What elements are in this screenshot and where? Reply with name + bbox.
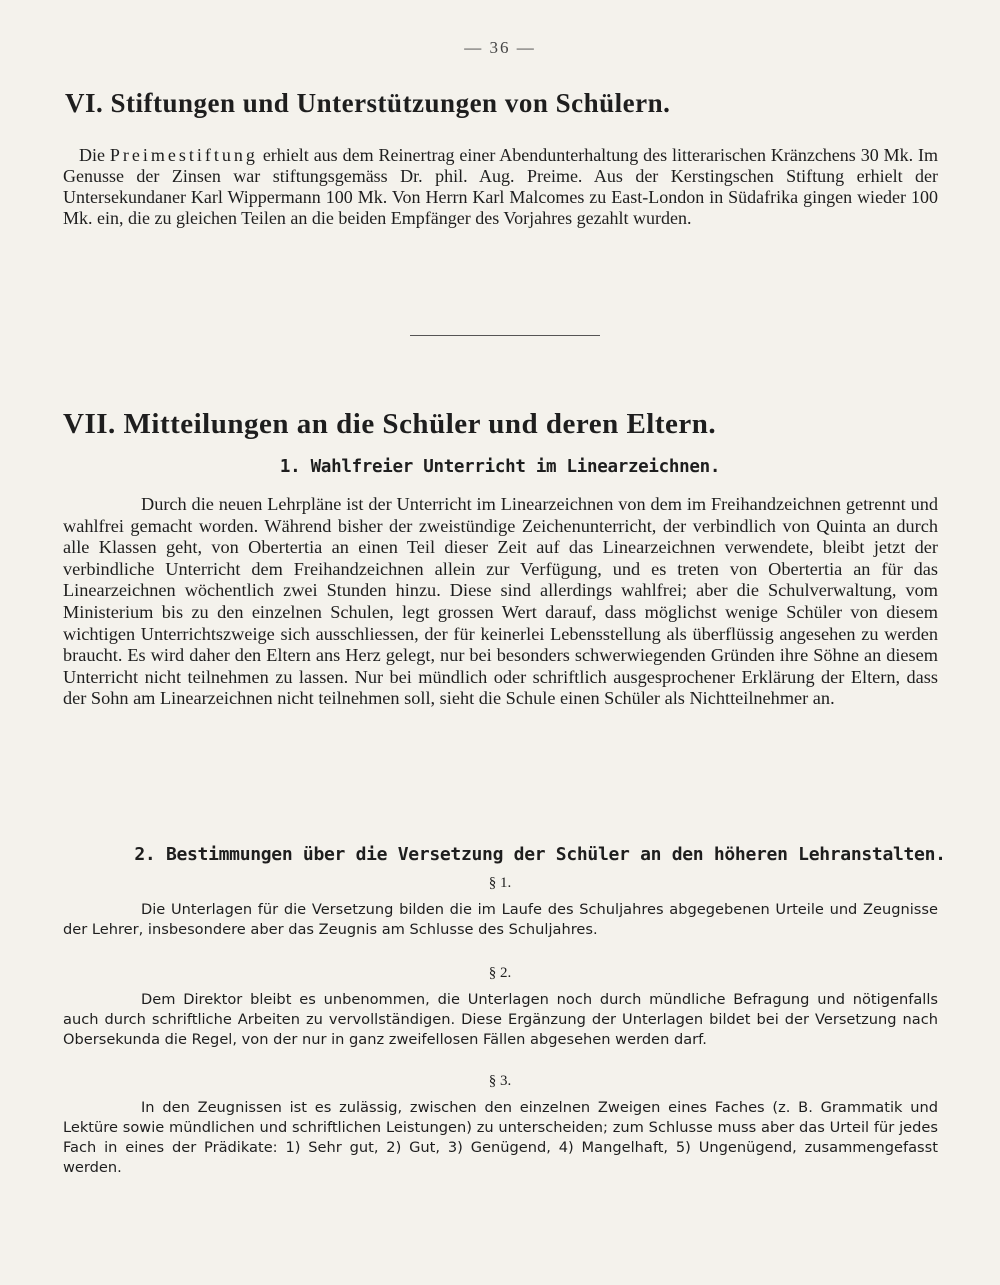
paragraph-mark-3: § 3. [488,1073,512,1089]
paragraph-2-text: Dem Direktor bleibt es unbenommen, die Unterlagen noch durch mündliche Befragung und nötigenfalls auch durch schriftliche Arbeiten zu vervollständigen. Diese Ergänzung der Unterlagen bildet bei der Versetzung nach Obersekunda die Regel, von der nur in ganz zweifellosen Fällen abgesehen werden darf. [63,991,938,1048]
subsection-1-heading: 1. Wahlfreier Unterricht im Linearzeichnen. [279,457,721,477]
paragraph-1-text: Die Unterlagen für die Versetzung bilden die im Laufe des Schuljahres abgegebenen Urteile und Zeugnisse der Lehrer, insbesondere aber das Zeugnis am Schlusse des Schuljahres. [63,901,938,938]
section-vii-heading: VII. Mitteilungen an die Schüler und deren Eltern. [63,408,717,440]
page-number: — 36 — [464,38,536,57]
paragraph-mark-2: § 2. [488,965,512,981]
subsection-1-paragraph: Durch die neuen Lehrpläne ist der Unterricht im Linearzeichnen von dem im Freihandzeichnen getrennt und wahlfrei gemacht worden. Während bisher der zweistündige Zeichenunterricht, der verbindlich von Quinta an durch alle Klassen geht, von Obertertia an einen Teil dieser Zeit auf das Linearzeichnen verwendete, bleibt jetzt der verbindliche Unterricht dem Freihandzeichnen allein zur Verfügung, und es treten von Obertertia an für das Linearzeichnen wöchentlich zwei Stunden hinzu. Diese sind allerdings wahlfrei; aber die Schulverwaltung, vom Ministerium bis zu den einzelnen Schulen, legt grossen Wert darauf, dass möglichst wenige Schüler von diesem wichtigen Unterrichtszweige sich ausschliessen, der für keinerlei Lebensstellung als überflüssig angesehen zu werden braucht. Es wird daher den Eltern ans Herz gelegt, nur bei besonders schwerwiegenden Gründen ihre Söhne an diesem Unterricht nicht teilnehmen zu lassen. Nur bei mündlich oder schriftlich ausgesprochener Erklärung der Eltern, dass der Sohn am Linearzeichnen nicht teilnehmen soll, sieht die Schule einen Schüler als Nichtteilnehmer an. [63,494,938,709]
subsection-2-heading: 2. Bestimmungen über die Versetzung der Schüler an den höheren Lehranstalten. [134,844,946,865]
paragraph-mark-1: § 1. [488,875,512,891]
spaced-word: Preimestiftung [109,145,258,165]
section-vi-paragraph [63,145,938,229]
section-vi-heading: VI. Stiftungen und Unterstützungen von Schülern. [65,88,671,118]
section-divider [410,335,600,336]
paragraph-3-text: In den Zeugnissen ist es zulässig, zwischen den einzelnen Zweigen eines Faches (z. B. Grammatik und Lektüre sowie mündlichen und schriftlichen Leistungen) zu unterscheiden; zum Schlusse muss aber das Urteil für jedes Fach in eines der Prädikate: 1) Sehr gut, 2) Gut, 3) Genügend, 4) Mangelhaft, 5) Ungenügend, zusammengefasst werden. [63,1099,938,1176]
lead-word: Die [79,145,105,165]
section-vi-body: erhielt aus dem Reinertrag einer Abendunterhaltung des litterarischen Kränzchens 30 Mk. Im Genusse der Zinsen war stiftungsgemäss Dr. phil. Aug. Preime. Aus der Kerstingschen Stiftung erhielt der Untersekundaner Karl Wippermann 100 Mk. Von Herrn Karl Malcomes zu East-London in Südafrika gingen wieder 100 Mk. ein, die zu gleichen Teilen an die beiden Empfänger des Vorjahres gezahlt wurden. [63,145,939,228]
